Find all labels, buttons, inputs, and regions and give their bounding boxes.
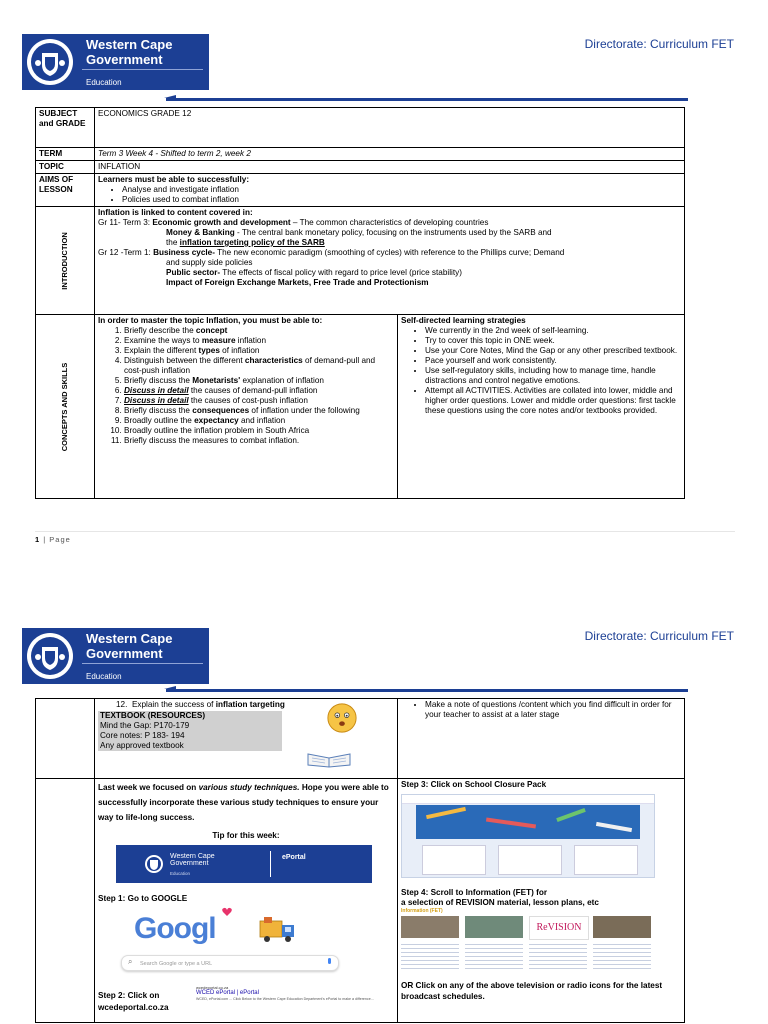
revision-word: ReVISION (536, 922, 582, 933)
search-result[interactable] (196, 985, 376, 1002)
steps-cell (398, 779, 685, 1023)
directorate-label: Directorate: Curriculum FET (584, 37, 734, 51)
header-rule (166, 98, 688, 101)
topic-label: TOPIC (36, 161, 95, 174)
note-item: • Make a note of questions /content which you find difficult in order for your teacher to assist at a later stage (425, 700, 681, 720)
concept-item: 7. Discuss in detail the causes of cost-push inflation (124, 396, 394, 406)
resources-row (36, 699, 685, 779)
concepts-label-cell (36, 315, 95, 499)
heart-icon (222, 907, 232, 917)
eportal-brand-line3: Education (170, 871, 191, 876)
search-icon: ⌕ (128, 957, 133, 966)
empty-label-cell (36, 779, 95, 1023)
selfdirected-item: • Use your Core Notes, Mind the Gap or any other prescribed textbook. (425, 346, 681, 356)
term-label: TERM (36, 148, 95, 161)
concept-item: 8. Briefly discuss the consequences of inflation under the following (124, 406, 394, 416)
step2-block (98, 985, 394, 1021)
resource-item: Core notes: P 183- 194 (100, 731, 185, 740)
gr12-public-line: Public sector- The effects of fiscal policy with regard to price level (price stability) (166, 268, 462, 277)
fet-thumb-1[interactable] (401, 916, 459, 938)
note-cell (398, 699, 685, 779)
lesson-table (35, 107, 685, 499)
selfdirected-heading: Self-directed learning strategies (401, 316, 526, 325)
screenshot-card (498, 845, 562, 875)
info-fet-heading: Information (FET) (401, 908, 443, 914)
screenshot-topbar (402, 795, 654, 804)
concept-item: 2. Examine the ways to measure inflation (124, 336, 394, 346)
wcg-logo (22, 34, 209, 90)
selfdirected-item: • Try to cover this topic in ONE week. (425, 336, 681, 346)
selfdirected-item: • Attempt all ACTIVITIES. Activities are collated into lower, middle and higher order questions. Lower and middle order questions: first tackle these questions using the core notes and/or textbooks provided. (425, 386, 681, 416)
topic-value: INFLATION (95, 161, 685, 174)
fet-caption (593, 941, 651, 969)
screenshot-card (574, 845, 638, 875)
eportal-banner[interactable] (116, 845, 372, 883)
google-doodle-logo: Googl (134, 912, 216, 945)
logo-divider (82, 663, 203, 664)
result-url: wcedeportal.co.za (196, 985, 229, 990)
empty-label-cell (36, 699, 95, 779)
step1-label: Step 1: Go to GOOGLE (98, 894, 188, 903)
aims-cell (95, 174, 685, 207)
step4-line2: a selection of REVISION material, lesson plans, etc (401, 898, 599, 907)
fet-thumbnails (401, 916, 681, 974)
screenshot-hero (416, 805, 640, 839)
term-row (36, 148, 685, 161)
term-value: Term 3 Week 4 - Shifted to term 2, week 2 (95, 148, 685, 161)
or-broadcast-text: OR Click on any of the above television or radio icons for the latest broadcast schedules. (401, 981, 663, 1001)
fet-thumb-3[interactable] (529, 916, 589, 940)
subject-value: ECONOMICS GRADE 12 (95, 108, 685, 148)
result-snippet: WCED, ePortal.com ... Click Below to the Western Cape Education Department's ePortal to make a difference... (196, 997, 374, 1001)
logo-line1: Western Cape (86, 37, 173, 52)
google-screenshot (98, 907, 394, 979)
concept-item: 6. Discuss in detail the causes of demand-pull inflation (124, 386, 394, 396)
fet-caption (465, 941, 523, 969)
result-title[interactable]: WCED ePortal | ePortal (196, 990, 259, 996)
subject-label: SUBJECT and GRADE (36, 108, 95, 148)
study-cell (95, 779, 398, 1023)
smiley-emoji-icon (326, 702, 358, 734)
eportal-divider (270, 851, 271, 877)
gr11-line: Gr 11- Term 3: Economic growth and development – The common characteristics of developing countries (98, 218, 489, 227)
eportal-brand-line1: Western Cape (170, 853, 215, 860)
concepts-cell (95, 315, 398, 499)
concept-item-12: 12. Explain the success of inflation targeting (116, 700, 285, 709)
resources-cell (95, 699, 398, 779)
concepts-row (36, 315, 685, 499)
gr12-line2: and supply side policies (166, 258, 253, 267)
aims-label: AIMS OF LESSON (36, 174, 95, 207)
logo-divider (82, 69, 203, 70)
coat-of-arms-icon (144, 854, 164, 874)
subject-row (36, 108, 685, 148)
step4-line1: Step 4: Scroll to Information (FET) for (401, 888, 548, 897)
concept-item: 5. Briefly discuss the Monetarists' explanation of inflation (124, 376, 394, 386)
concept-item: 4. Distinguish between the different characteristics of demand-pull and cost-push inflation (124, 356, 394, 376)
concepts-label: CONCEPTS AND SKILLS (60, 362, 69, 451)
selfdirected-item: • Pace yourself and work consistently. (425, 356, 681, 366)
fet-caption (401, 941, 459, 969)
lesson-table-continued (35, 698, 685, 1023)
microphone-icon (328, 958, 331, 964)
aims-row (36, 174, 685, 207)
study-paragraph: Last week we focused on various study techniques. Hope you were able to successfully incorporate these various study techniques to ensure your way to life-long success. (98, 783, 389, 822)
resources-block (98, 711, 282, 751)
topic-row (36, 161, 685, 174)
header-rule (166, 689, 688, 692)
aims-heading: Learners must be able to successfully: (98, 175, 250, 184)
wcg-logo (22, 628, 209, 684)
intro-label-cell (36, 207, 95, 315)
intro-row (36, 207, 685, 315)
open-book-icon (306, 748, 352, 768)
screenshot-card (422, 845, 486, 875)
logo-line2: Government (86, 52, 163, 67)
tip-heading: Tip for this week: (212, 831, 280, 840)
study-row (36, 779, 685, 1023)
aim-item: • Policies used to combat inflation (122, 195, 681, 205)
fet-thumb-2[interactable] (465, 916, 523, 938)
logo-line2: Government (86, 646, 163, 661)
concept-item: 1. Briefly describe the concept (124, 326, 394, 336)
gr11-targeting-line: the inflation targeting policy of the SARB (166, 238, 325, 247)
page-footer: 1 | Page (35, 535, 71, 544)
selfdirected-cell (398, 315, 685, 499)
school-closure-screenshot (401, 794, 655, 878)
concept-item: 11. Briefly discuss the measures to combat inflation. (124, 436, 394, 446)
resources-heading: TEXTBOOK (RESOURCES) (100, 711, 206, 720)
coat-of-arms-icon (25, 631, 75, 681)
eportal-brand-line2: Government (170, 860, 209, 867)
logo-subtitle: Education (86, 78, 122, 87)
concepts-heading: In order to master the topic Inflation, you must be able to: (98, 316, 323, 325)
concept-item: 10. Broadly outline the inflation problem in South Africa (124, 426, 394, 436)
concept-item: 9. Broadly outline the expectancy and inflation (124, 416, 394, 426)
intro-heading: Inflation is linked to content covered in: (98, 208, 253, 217)
concepts-list (98, 326, 394, 446)
fet-thumb-4[interactable] (593, 916, 651, 938)
google-search-bar[interactable] (121, 955, 339, 971)
gr12-line: Gr 12 -Term 1: Business cycle- The new economic paradigm (smoothing of cycles) with reference to the Phillips curve; Demand (98, 248, 565, 257)
intro-cell (95, 207, 685, 315)
google-search-placeholder: Search Google or type a URL (140, 961, 213, 967)
coat-of-arms-icon (25, 37, 75, 87)
logo-line1: Western Cape (86, 631, 173, 646)
aims-list (98, 185, 681, 205)
logo-subtitle: Education (86, 672, 122, 681)
concept-item: 3. Explain the different types of inflation (124, 346, 394, 356)
gr11-money-line: Money & Banking - The central bank monetary policy, focusing on the instruments used by the SARB and (166, 228, 552, 237)
eportal-label: ePortal (282, 854, 306, 861)
step2-line2: wcedeportal.co.za (98, 1003, 169, 1012)
step2-line1: Step 2: Click on (98, 991, 160, 1000)
directorate-label: Directorate: Curriculum FET (584, 629, 734, 643)
resource-item: Any approved textbook (100, 741, 184, 750)
selfdirected-item: • We currently in the 2nd week of self-learning. (425, 326, 681, 336)
selfdirected-item: • Use self-regulatory skills, including how to manage time, handle distractions and control negative emotions. (425, 366, 681, 386)
gr12-forex-line: Impact of Foreign Exchange Markets, Free Trade and Protectionism (166, 278, 429, 287)
aim-item: • Analyse and investigate inflation (122, 185, 681, 195)
note-list (401, 700, 681, 720)
resource-item: Mind the Gap: P170-179 (100, 721, 190, 730)
step3-label: Step 3: Click on School Closure Pack (401, 780, 547, 789)
fet-caption (529, 941, 587, 969)
page-2 (0, 620, 768, 1024)
footer-rule (35, 531, 735, 532)
intro-label: INTRODUCTION (60, 231, 69, 290)
delivery-truck-icon (258, 915, 298, 943)
selfdirected-list (401, 326, 681, 416)
